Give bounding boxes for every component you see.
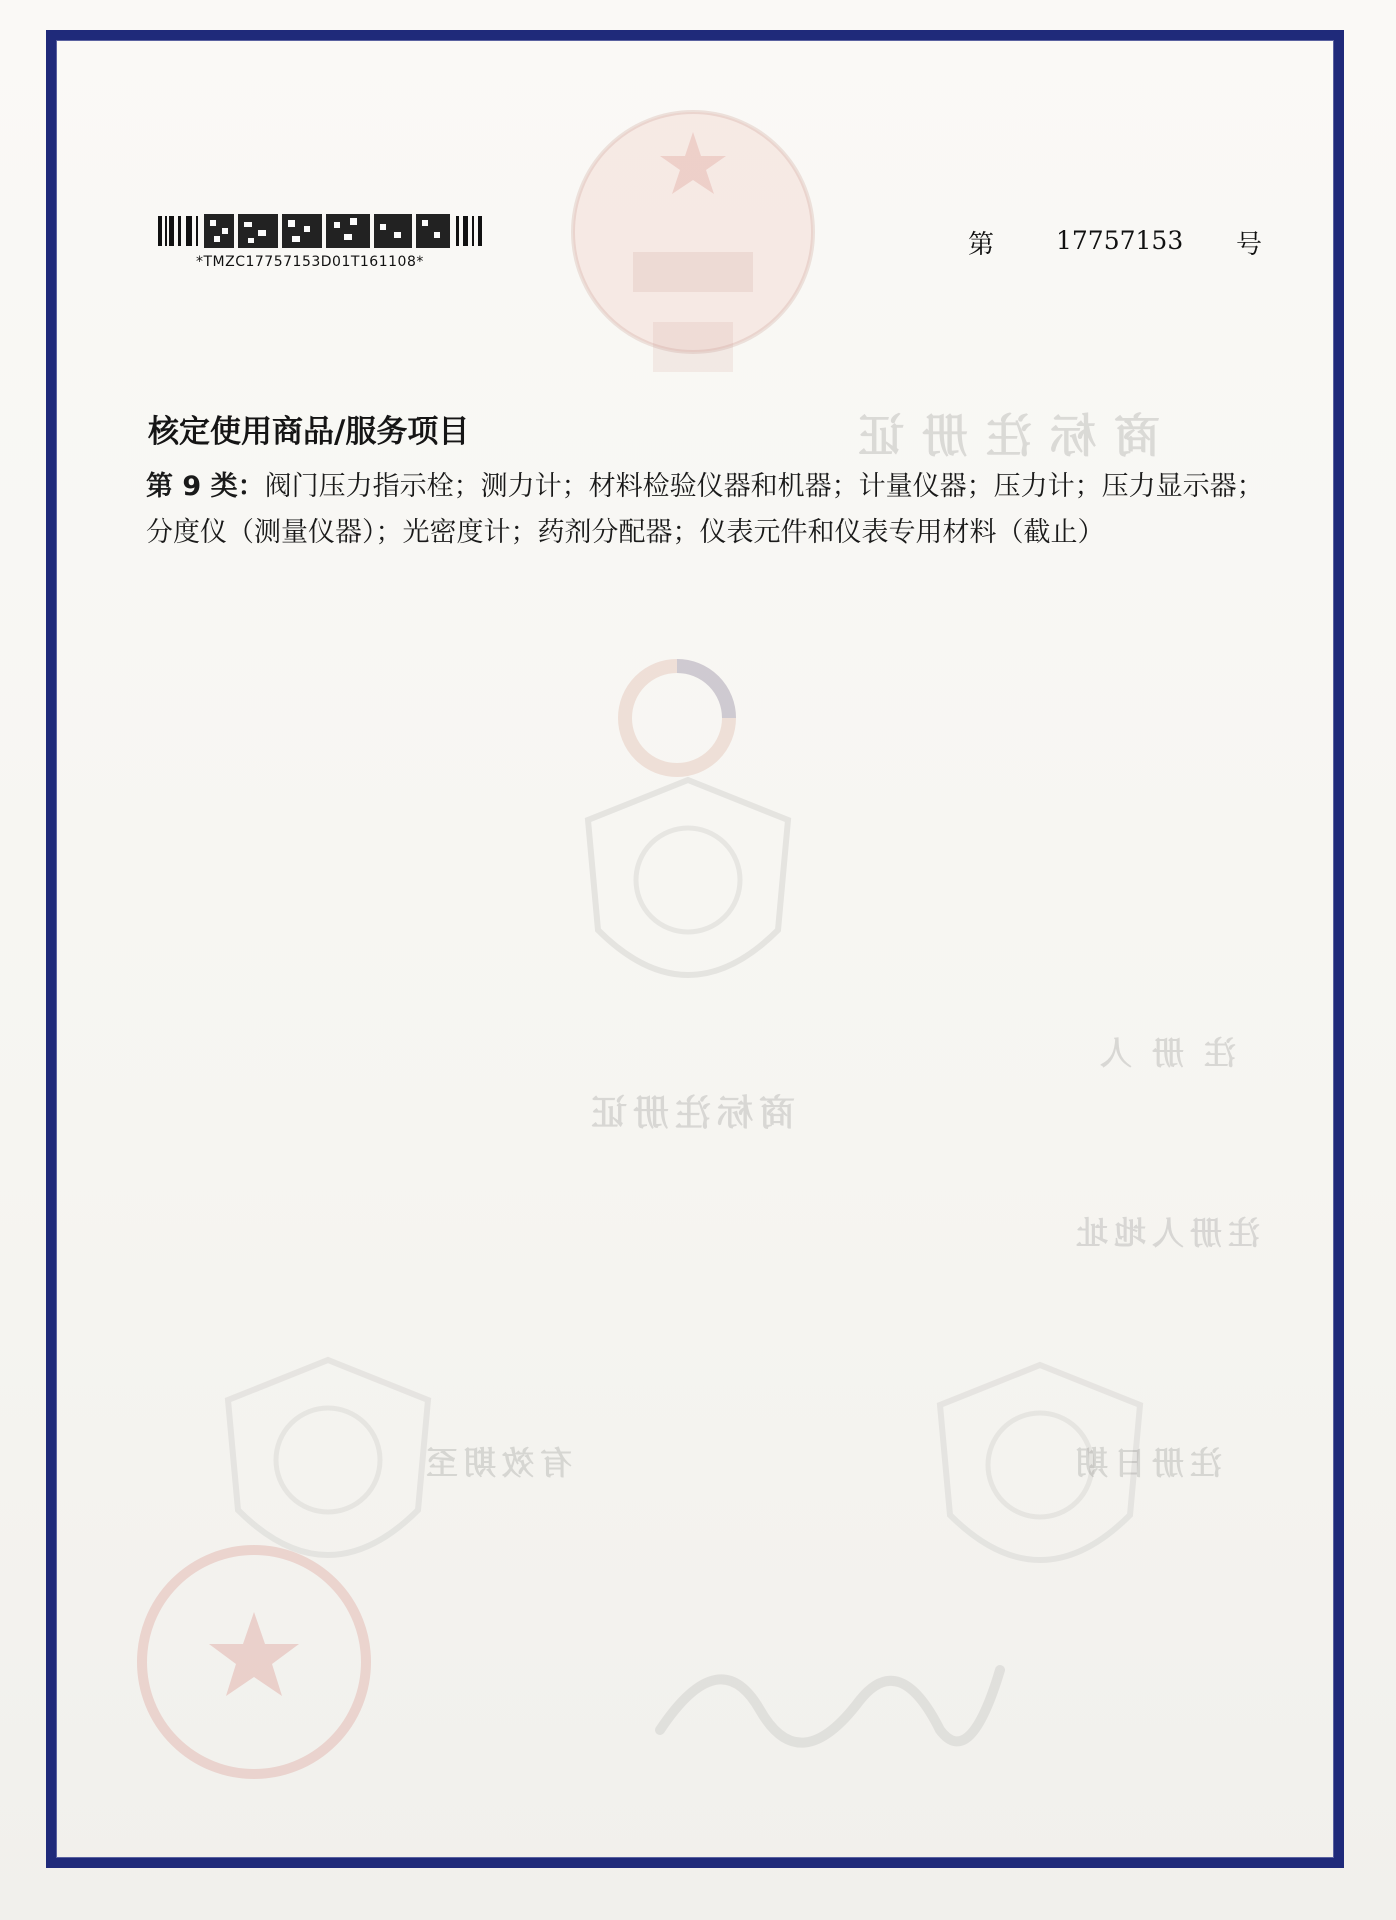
certificate-border-inner	[56, 40, 1334, 1858]
reverse-side-showthrough-label: 商标注册证	[585, 1093, 796, 1134]
section-title: 核定使用商品/服务项目	[148, 414, 470, 450]
reverse-side-showthrough-row4: 有效期至	[420, 1444, 573, 1482]
registration-suffix: 号	[1236, 230, 1263, 260]
goods-list	[146, 464, 1266, 556]
registration-prefix: 第	[968, 230, 995, 260]
registration-number	[968, 224, 1268, 264]
reverse-side-showthrough-title: 商标注册证	[840, 409, 1160, 463]
goods-items: 阀门压力指示栓；测力计；材料检验仪器和机器；计量仪器；压力计；压力显示器；分度仪（测量仪器）；光密度计；药剂分配器；仪表元件和仪表专用材料（截止）	[146, 471, 1264, 548]
reverse-side-showthrough-row3: 注册日期	[1070, 1444, 1223, 1482]
barcode-text: *TMZC17757153D01T161108*	[196, 254, 424, 270]
barcode	[158, 212, 486, 250]
reverse-side-showthrough-row1: 注册人	[1080, 1034, 1237, 1072]
goods-class-label: 第 9 类：	[146, 471, 265, 502]
reverse-side-showthrough-row2: 注册人地址	[1070, 1214, 1261, 1252]
registration-number-value: 17757153	[1056, 226, 1184, 255]
